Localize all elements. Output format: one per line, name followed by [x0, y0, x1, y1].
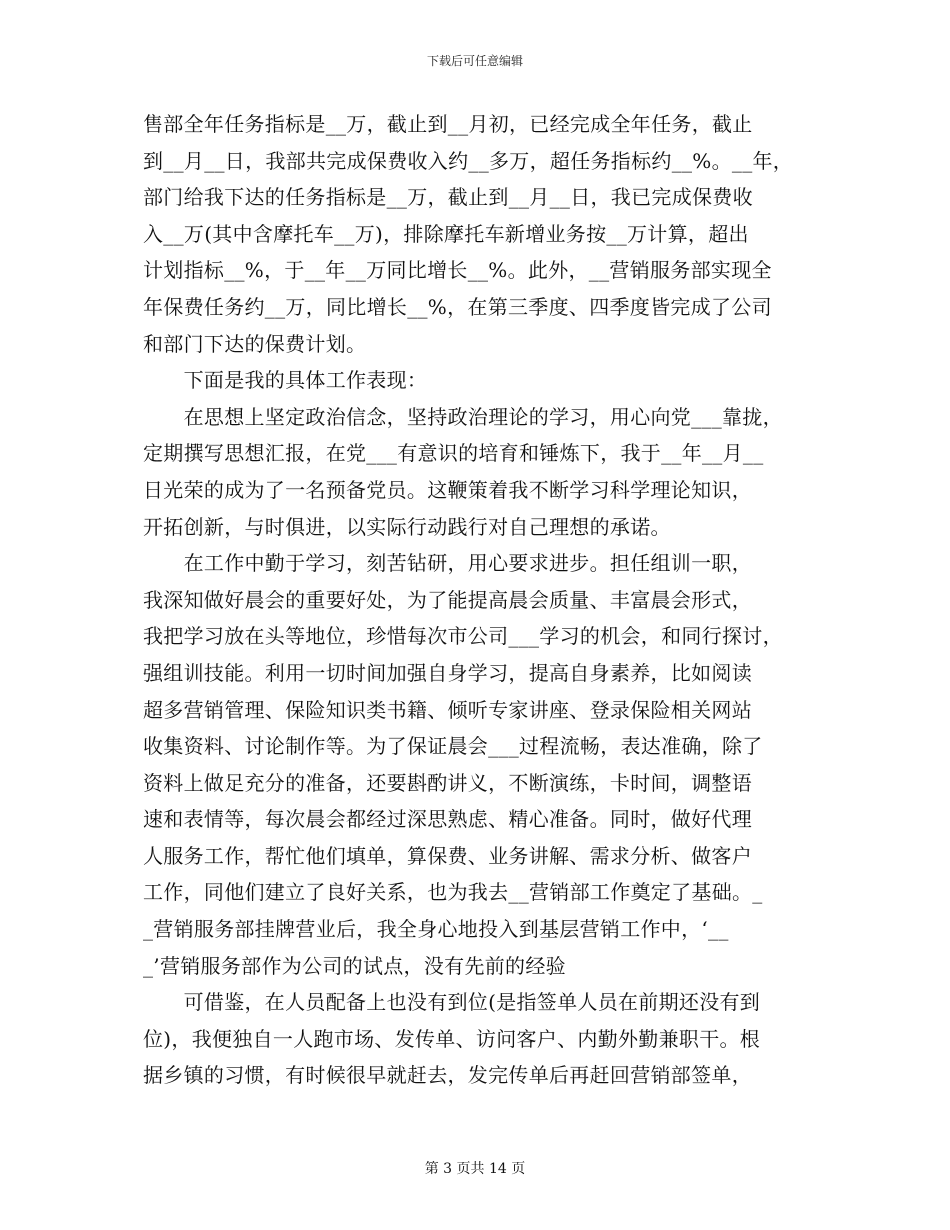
text-line: 年保费任务约__万，同比增长__%，在第三季度、四季度皆完成了公司 — [143, 294, 772, 319]
text-line: 售部全年任务指标是__万，截止到__月初，已经完成全年任务，截止 — [143, 112, 753, 136]
text-line: _营销服务部挂牌营业后，我全身心地投入到基层营销工作中，‘__ — [143, 917, 729, 942]
text-line: 开拓创新，与时俱进，以实际行动践行对自己理想的承诺。 — [143, 514, 671, 539]
text-line: 收集资料、讨论制作等。为了保证晨会___过程流畅，表达准确，除了 — [143, 734, 763, 759]
text-line: 超多营销管理、保险知识类书籍、倾听专家讲座、登录保险相关网站 — [143, 697, 752, 722]
text-line: 日光荣的成为了一名预备党员。这鞭策着我不断学习科学理论知识， — [143, 477, 752, 502]
text-line: 入__万(其中含摩托车__万)，排除摩托车新增业务按__万计算，超出 — [143, 221, 749, 246]
text-line: _’营销服务部作为公司的试点，没有先前的经验 — [143, 953, 566, 978]
text-line: 位)，我便独自一人跑市场、发传单、访问客户、内勤外勤兼职干。根 — [143, 1026, 761, 1051]
text-line: 据乡镇的习惯，有时候很早就赶去，发完传单后再赶回营销部签单， — [143, 1063, 752, 1088]
text-line: 工作，同他们建立了良好关系，也为我去__营销部工作奠定了基础。_ — [143, 880, 763, 905]
document-body — [143, 106, 823, 1094]
text-line: 可借鉴，在人员配备上也没有到位(是指签单人员在前期还没有到 — [143, 990, 761, 1015]
text-line: 和部门下达的保费计划。 — [143, 331, 367, 356]
text-line: 强组训技能。利用一切时间加强自身学习，提高自身素养，比如阅读 — [143, 660, 752, 685]
text-line: 定期撰写思想汇报，在党___有意识的培育和锤炼下，我于__年__月__ — [143, 441, 764, 466]
text-line: 到__月__日，我部共完成保费收入约__多万，超任务指标约__%。__年， — [143, 148, 794, 173]
page-number: 第 3 页共 14 页 — [424, 1161, 526, 1177]
text-line: 计划指标__%，于__年__万同比增长__%。此外，__营销服务部实现全 — [143, 258, 772, 283]
text-line: 在工作中勤于学习，刻苦钻研，用心要求进步。担任组训一职， — [143, 551, 752, 576]
text-line: 部门给我下达的任务指标是__万，截止到__月__日，我已完成保费收 — [143, 185, 753, 210]
text-line: 人服务工作，帮忙他们填单，算保费、业务讲解、需求分析、做客户 — [143, 843, 752, 868]
text-line: 下面是我的具体工作表现： — [143, 368, 428, 393]
text-line: 速和表情等，每次晨会都经过深思熟虑、精心准备。同时，做好代理 — [143, 807, 752, 832]
text-line: 我深知做好晨会的重要好处，为了能提高晨会质量、丰富晨会形式， — [143, 587, 752, 612]
text-line: 资料上做足充分的准备，还要斟酌讲义，不断演练，卡时间，调整语 — [143, 770, 752, 795]
text-line: 我把学习放在头等地位，珍惜每次市公司___学习的机会，和同行探讨， — [143, 624, 783, 649]
text-line: 在思想上坚定政治信念，坚持政治理论的学习，用心向党___靠拢， — [143, 404, 783, 429]
page-header: 下载后可任意编辑 — [426, 54, 523, 68]
